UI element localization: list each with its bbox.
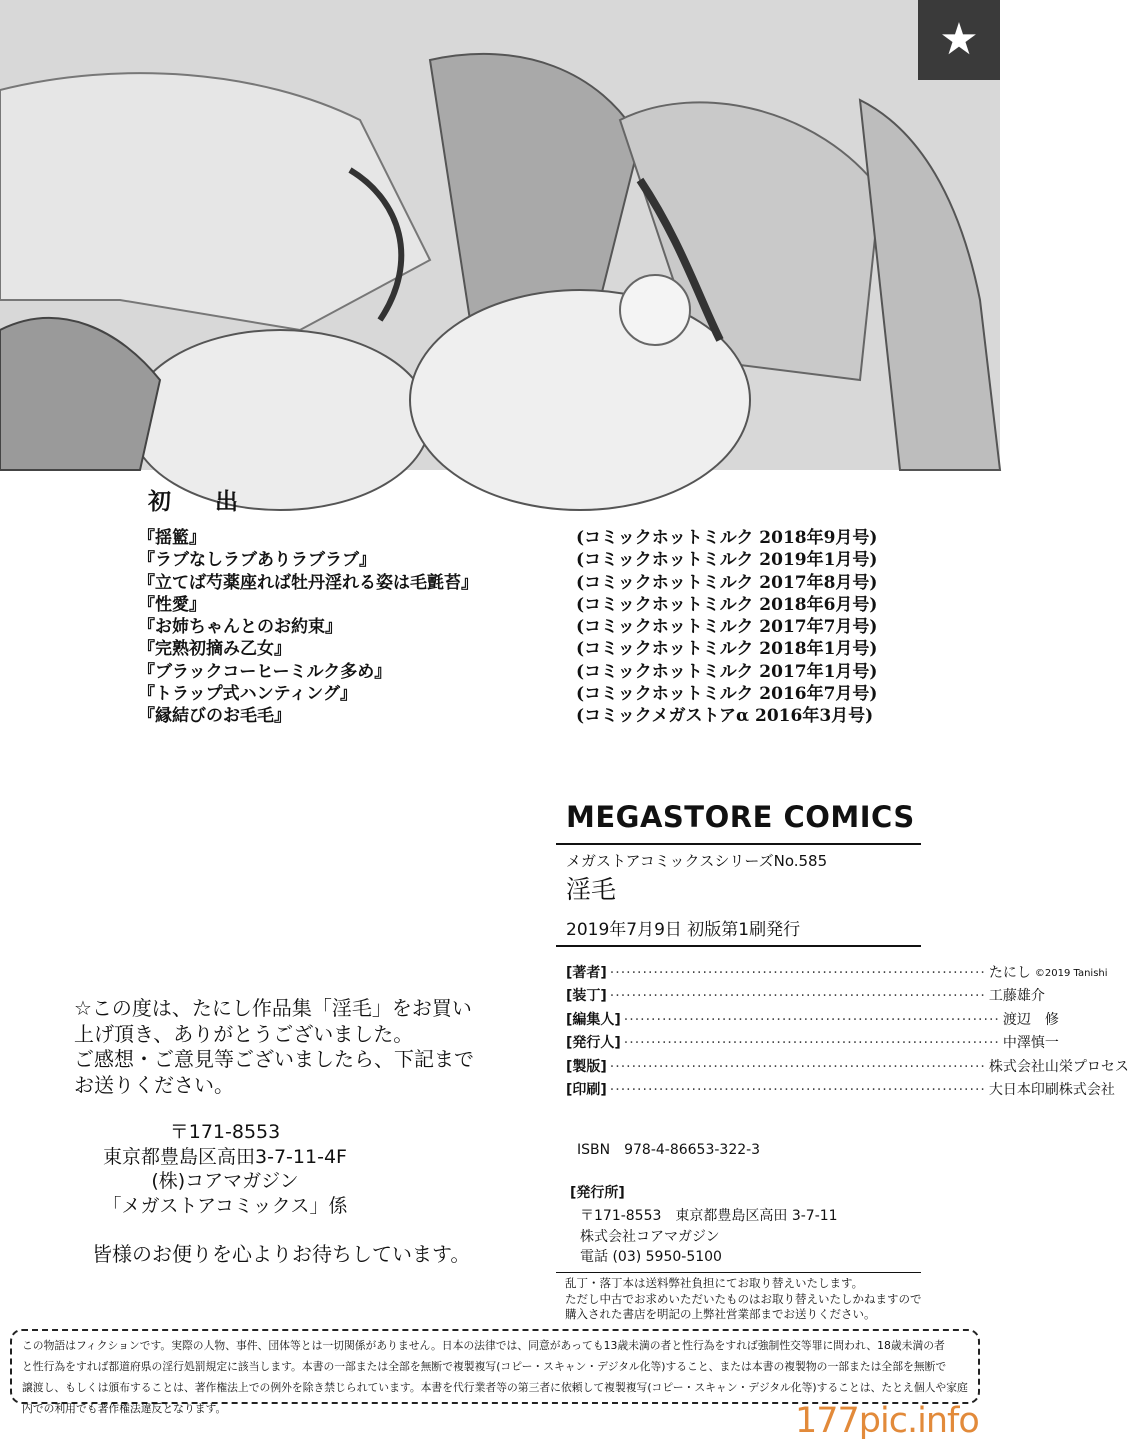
work-source: (コミックメガストアα 2016年3月号) (576, 706, 874, 727)
credit-value: 中澤慎一 (1002, 1035, 1059, 1052)
book-title: 淫毛 (566, 875, 617, 904)
release-date: 2019年7月9日 初版第1刷発行 (566, 920, 801, 940)
department: 「メガストアコミックス」係 (102, 1194, 348, 1217)
publisher-name: 株式会社コアマガジン (580, 1228, 720, 1245)
work-source: (コミックホットミルク 2018年9月号) (576, 528, 878, 548)
work-source: (コミックホットミルク 2016年7月号) (576, 684, 878, 705)
returns-line: 購入された書店を明記の上弊社営業部までお送りください。 (565, 1307, 876, 1321)
work-source: (コミックホットミルク 2017年1月号) (576, 661, 878, 682)
credit-row (566, 1009, 1059, 1032)
publisher-phone: 電話 (03) 5950-5100 (580, 1249, 722, 1265)
work-source-list (576, 527, 877, 728)
credit-row (566, 962, 1108, 985)
message-line: ☆この度は、たにし作品集「淫毛」をお買い (74, 996, 472, 1020)
credit-value: たにし (988, 965, 1031, 981)
credit-value: 渡辺 修 (1002, 1011, 1059, 1028)
credit-label: [編集人] (566, 1011, 621, 1028)
star-badge (918, 0, 1000, 80)
work-title: 『揺籃』 (138, 528, 206, 548)
returns-policy (565, 1276, 922, 1323)
leader-dots: ····································································· (609, 988, 986, 1005)
work-source: (コミックホットミルク 2018年6月号) (576, 594, 878, 615)
work-title-list (138, 527, 478, 728)
publisher-label: [発行所] (570, 1185, 625, 1201)
mail-address (60, 1120, 390, 1218)
work-title: 『立てば芍薬座れば牡丹淫れる姿は毛氈苔』 (138, 572, 478, 593)
notice-line: 内での利用でも著作権法違反となります。 (22, 1402, 227, 1415)
publisher-info (580, 1206, 838, 1268)
work-source: (コミックホットミルク 2019年1月号) (576, 550, 878, 571)
illustration-artwork (0, 0, 1000, 470)
message-line: 上げ頂き、ありがとうございました。 (74, 1021, 414, 1046)
site-watermark: 177pic.info (795, 1401, 979, 1441)
street-address: 東京都豊島区高田3-7-11-4F (103, 1145, 347, 1168)
work-title: 『ラブなしラブありラブラブ』 (138, 550, 376, 571)
notice-line: 譲渡し、もしくは頒布することは、著作権法上での例外を除き禁じられています。本書を代行業者等の第三者に依頼して複製複写(コピー・スキャン・デジタル化等)することは、たとえ個人や家庭 (22, 1381, 968, 1394)
work-title: 『縁結びのお毛毛』 (138, 706, 291, 727)
leader-dots: ····································································· (609, 965, 986, 981)
divider (556, 843, 921, 845)
publisher-address: 〒171-8553 東京都豊島区高田 3-7-11 (580, 1208, 838, 1224)
work-source: (コミックホットミルク 2018年1月号) (576, 639, 878, 660)
series-number: メガストアコミックスシリーズNo.585 (566, 852, 828, 870)
work-source: (コミックホットミルク 2017年7月号) (576, 617, 878, 638)
message-line: ご感想・ご意見等ございましたら、下記まで (74, 1047, 474, 1071)
isbn: ISBN 978-4-86653-322-3 (577, 1142, 761, 1158)
divider (556, 1272, 921, 1273)
credit-value: 株式会社山栄プロセス (988, 1058, 1129, 1075)
credit-label: [印刷] (566, 1081, 607, 1098)
work-title: 『完熟初摘み乙女』 (138, 639, 291, 660)
notice-line: この物語はフィクションです。実際の人物、事件、団体等とは一切関係がありません。日本の法律では、同意があっても13歳未満の者と性行為をすれば強制性交等罪に問われ、18歳未満の者 (22, 1339, 945, 1352)
postal-code: 〒171-8553 (169, 1121, 281, 1143)
notice-line: と性行為をすれば都道府県の淫行処罰規定に該当します。本書の一部または全部を無断で複製複写(コピー・スキャン・デジタル化等)すること、または本書の複製物の一部または全部を無断で (22, 1360, 947, 1373)
copyright-note: ©2019 Tanishi (1034, 968, 1108, 979)
brand-logo: MEGASTORE COMICS (566, 800, 915, 834)
leader-dots: ····································································· (609, 1081, 986, 1098)
returns-line: 乱丁・落丁本は送料弊社負担にてお取り替えいたします。 (565, 1276, 864, 1290)
message-line: お送りください。 (74, 1072, 234, 1097)
legal-notice (10, 1329, 980, 1415)
credit-row (566, 1032, 1059, 1055)
credits-list (566, 962, 1129, 1102)
work-title: 『ブラックコーヒーミルク多め』 (138, 661, 392, 682)
credit-label: [発行人] (566, 1035, 621, 1052)
closing-message: 皆様のお便りを心よりお待ちしています。 (92, 1242, 471, 1266)
leader-dots: ····································································· (623, 1011, 1000, 1028)
credit-label: [著者] (566, 965, 607, 981)
work-source: (コミックホットミルク 2017年8月号) (576, 572, 878, 593)
credit-label: [製版] (566, 1058, 607, 1075)
divider (556, 945, 921, 947)
cover-illustration (0, 0, 1000, 470)
company-name: (株)コアマガジン (151, 1170, 299, 1192)
leader-dots: ····································································· (609, 1058, 986, 1075)
work-title: 『お姉ちゃんとのお約束』 (138, 617, 342, 638)
credit-row (566, 985, 1045, 1008)
reader-message (74, 996, 474, 1098)
credit-row (566, 1056, 1129, 1079)
credit-value: 大日本印刷株式会社 (988, 1081, 1115, 1098)
first-publication-heading: 初 出 (148, 488, 257, 515)
star-icon: ★ (939, 14, 979, 65)
credit-label: [装丁] (566, 988, 607, 1005)
returns-line: ただし中古でお求めいただいたものはお取り替えいたしかねますので (565, 1291, 922, 1306)
work-title: 『トラップ式ハンティング』 (138, 684, 357, 705)
credit-value: 工藤雄介 (988, 988, 1045, 1005)
credit-row (566, 1079, 1115, 1102)
work-title: 『性愛』 (138, 594, 206, 615)
leader-dots: ····································································· (623, 1035, 1000, 1052)
